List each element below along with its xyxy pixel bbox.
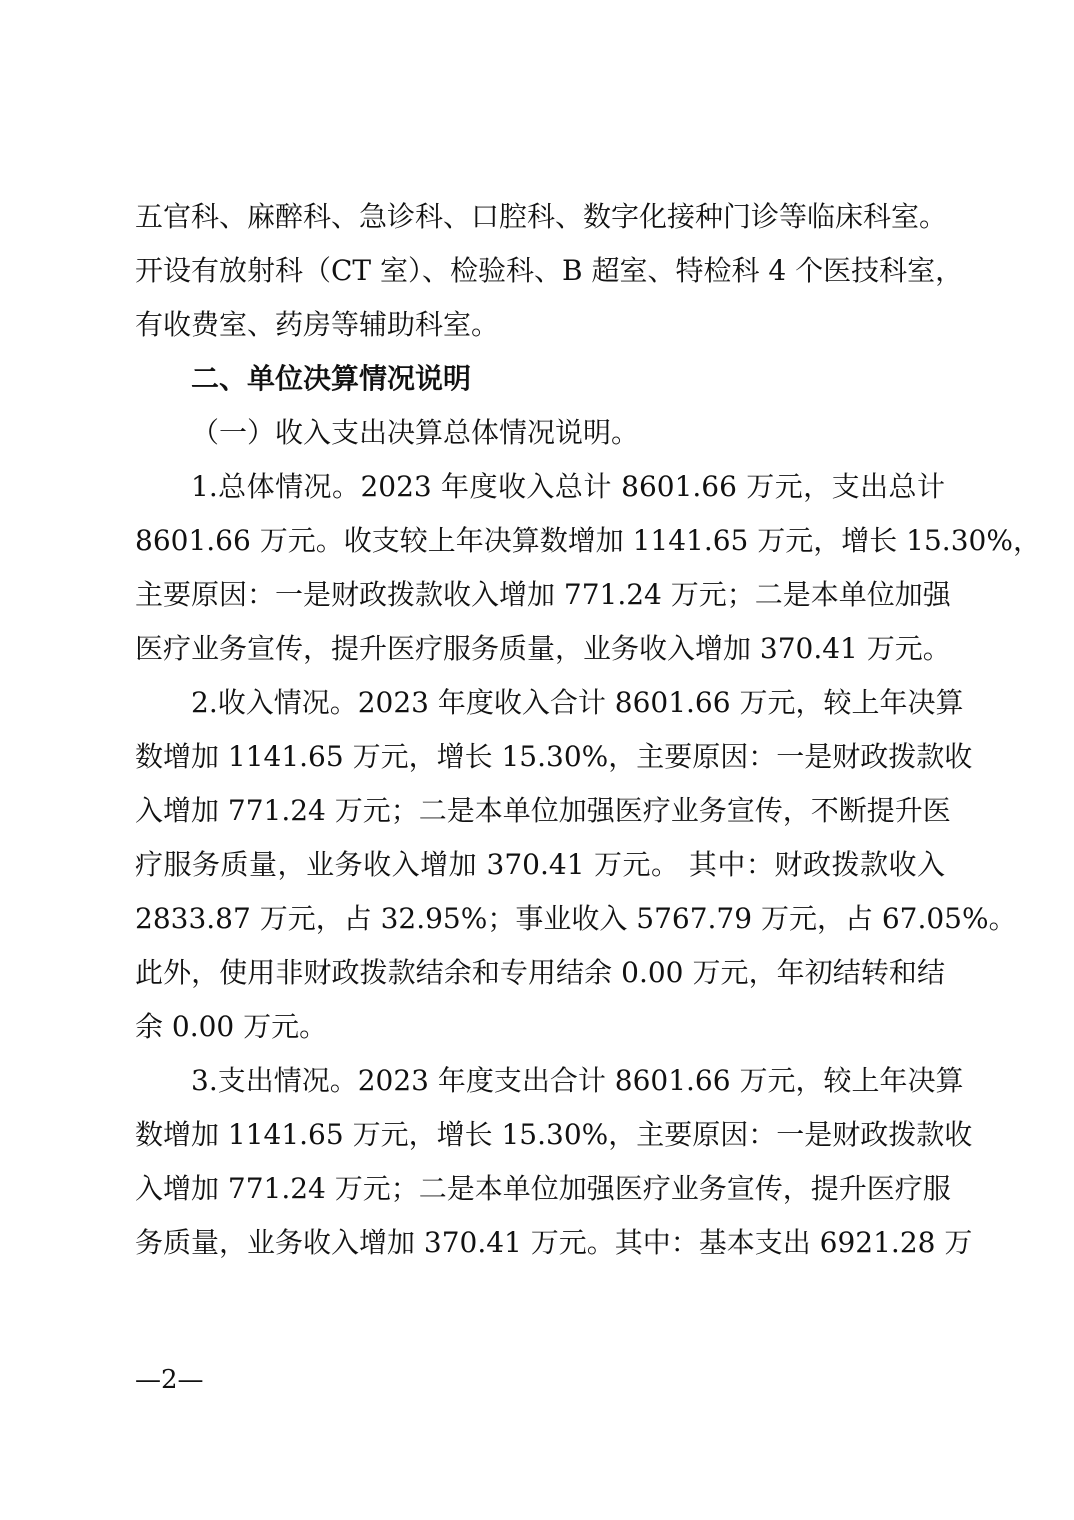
text-line: 2.收入情况。2023 年度收入合计 8601.66 万元，较上年决算 bbox=[191, 686, 964, 719]
document-body bbox=[135, 190, 1041, 1270]
text-line: 有收费室、药房等辅助科室。 bbox=[135, 308, 500, 341]
text-line: 入增加 771.24 万元；二是本单位加强医疗业务宣传，不断提升医 bbox=[135, 794, 951, 827]
text-line: 开设有放射科（CT 室）、检验科、B 超室、特检科 4 个医技科室， bbox=[135, 254, 964, 287]
text-line: 务质量，业务收入增加 370.41 万元。其中：基本支出 6921.28 万 bbox=[135, 1226, 973, 1259]
text-line: 数增加 1141.65 万元，增长 15.30%，主要原因：一是财政拨款收 bbox=[135, 740, 973, 773]
text-line: 入增加 771.24 万元；二是本单位加强医疗业务宣传，提升医疗服 bbox=[135, 1172, 951, 1205]
text-line: 8601.66 万元。收支较上年决算数增加 1141.65 万元，增长 15.30%， bbox=[135, 524, 1041, 557]
page-number: —2— bbox=[135, 1365, 204, 1395]
text-line: 2833.87 万元，占 32.95%；事业收入 5767.79 万元，占 67.05%。 bbox=[135, 902, 1017, 935]
text-line: 医疗业务宣传，提升医疗服务质量，业务收入增加 370.41 万元。 bbox=[135, 632, 951, 665]
text-line: 数增加 1141.65 万元，增长 15.30%，主要原因：一是财政拨款收 bbox=[135, 1118, 973, 1151]
text-line: 疗服务质量，业务收入增加 370.41 万元。 其中：财政拨款收入 bbox=[135, 848, 945, 881]
text-line: 五官科、麻醉科、急诊科、口腔科、数字化接种门诊等临床科室。 bbox=[135, 200, 948, 233]
text-line: 此外，使用非财政拨款结余和专用结余 0.00 万元，年初结转和结 bbox=[135, 956, 945, 989]
text-line: 1.总体情况。2023 年度收入总计 8601.66 万元，支出总计 bbox=[191, 470, 945, 503]
text-line: 余 0.00 万元。 bbox=[135, 1010, 328, 1043]
text-line: 3.支出情况。2023 年度支出合计 8601.66 万元，较上年决算 bbox=[191, 1064, 964, 1097]
text-line: （一）收入支出决算总体情况说明。 bbox=[191, 416, 640, 449]
section-heading: 二、单位决算情况说明 bbox=[191, 362, 472, 395]
text-line: 主要原因：一是财政拨款收入增加 771.24 万元；二是本单位加强 bbox=[135, 578, 951, 611]
